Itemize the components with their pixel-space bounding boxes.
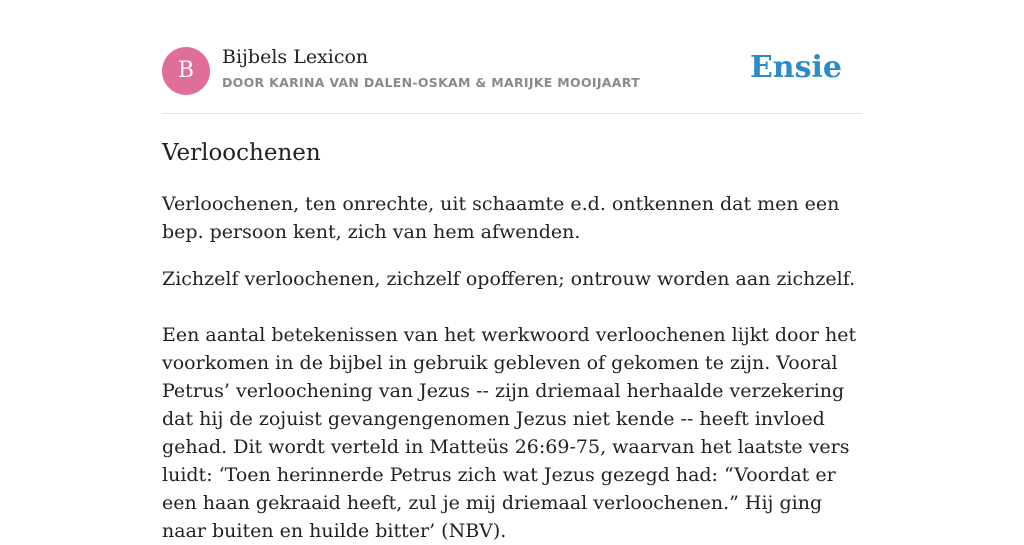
header	[162, 46, 862, 96]
lexicon-title[interactable]: Bijbels Lexicon	[222, 46, 369, 68]
entry-paragraph: Zichzelf verloochenen, zichzelf opofferen; ontrouw worden aan zichzelf.	[162, 268, 856, 290]
authors-byline: DOOR KARINA VAN DALEN-OSKAM & MARIJKE MOOIJAART	[222, 75, 640, 90]
brand-logo[interactable]: Ensie	[749, 50, 842, 85]
header-divider	[162, 113, 862, 114]
avatar[interactable]: B	[162, 47, 210, 95]
entry-title: Verloochenen	[162, 140, 321, 166]
entry-paragraph: Verloochenen, ten onrechte, uit schaamte e.d. ontkennen dat men een bep. persoon kent, zich van hem afwenden.	[162, 193, 840, 243]
entry-content	[162, 138, 862, 545]
entry-paragraph: Een aantal betekenissen van het werkwoord verloochenen lijkt door het voorkomen in de bijbel in gebruik gebleven of gekomen te zijn. Vooral Petrus’ verloochening van Jezus -- zijn driemaal herhaalde verzekering dat hij de zojuist gevangengenomen Jezus niet kende -- heeft invloed gehad. Dit wordt verteld in Matteüs 26:69-75, waarvan het laatste vers luidt: ‘Toen herinnerde Petrus zich wat Jezus gezegd had: “Voordat er een haan gekraaid heeft, zul je mij driemaal verloochenen.” Hij ging naar buiten en huilde bitter’ (NBV).	[162, 324, 857, 542]
